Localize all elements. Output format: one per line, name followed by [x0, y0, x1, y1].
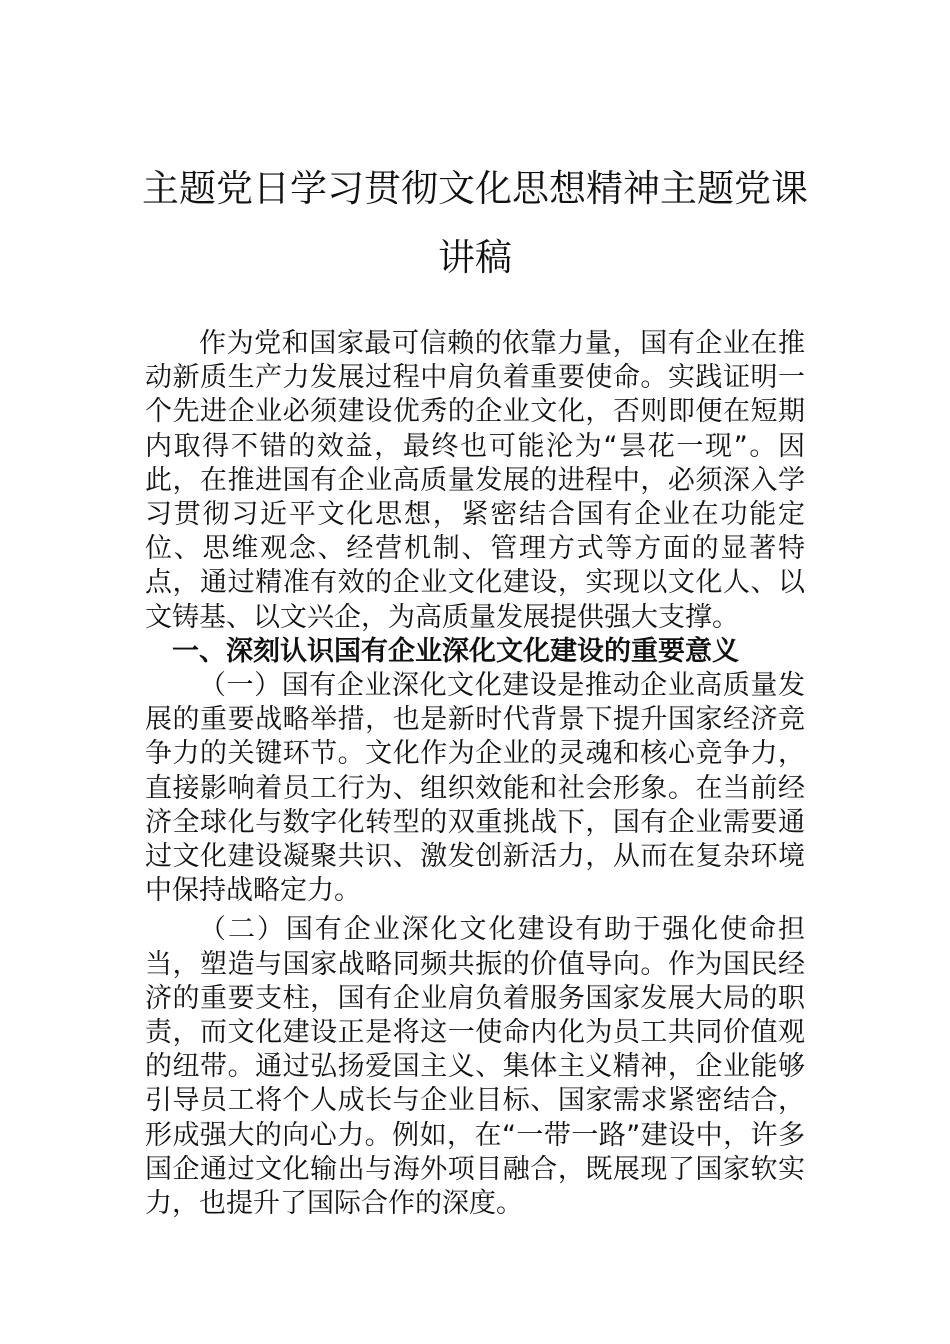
document-title-line2: 讲稿	[438, 236, 512, 279]
intro-paragraph: 作为党和国家最可信赖的依靠力量，国有企业在推动新质生产力发展过程中肩负着重要使命。实践证明一个先进企业必须建设优秀的企业文化，否则即便在短期内取得不错的效益，最终也可能沦为“昙花一现”。因此，在推进国有企业高质量发展的进程中，必须深入学习贯彻习近平文化思想，紧密结合国有企业在功能定位、思维观念、经营机制、管理方式等方面的显著特点，通过精准有效的企业文化建设，实现以文化人、以文铸基、以文兴企，为高质量发展提供强大支撑。	[145, 328, 805, 633]
section-paragraph-1: （一）国有企业深化文化建设是推动企业高质量发展的重要战略举措，也是新时代背景下提升国家经济竞争力的关键环节。文化作为企业的灵魂和核心竞争力，直接影响着员工行为、组织效能和社会形象。在当前经济全球化与数字化转型的双重挑战下，国有企业需要通过文化建设凝聚共识、激发创新活力，从而在复杂环境中保持战略定力。	[145, 670, 805, 907]
section-heading: 一、深刻认识国有企业深化文化建设的重要意义	[172, 635, 739, 667]
document-title-line1: 主题党日学习贯彻文化思想精神主题党课	[142, 167, 808, 210]
section-paragraph-2: （二）国有企业深化文化建设有助于强化使命担当，塑造与国家战略同频共振的价值导向。作为国民经济的重要支柱，国有企业肩负着服务国家发展大局的职责，而文化建设正是将这一使命内化为员工共同价值观的纽带。通过弘扬爱国主义、集体主义精神，企业能够引导员工将个人成长与企业目标、国家需求紧密结合，形成强大的向心力。例如，在“一带一路”建设中，许多国企通过文化输出与海外项目融合，既展现了国家软实力，也提升了国际合作的深度。	[145, 914, 805, 1220]
document-body	[145, 327, 805, 1221]
